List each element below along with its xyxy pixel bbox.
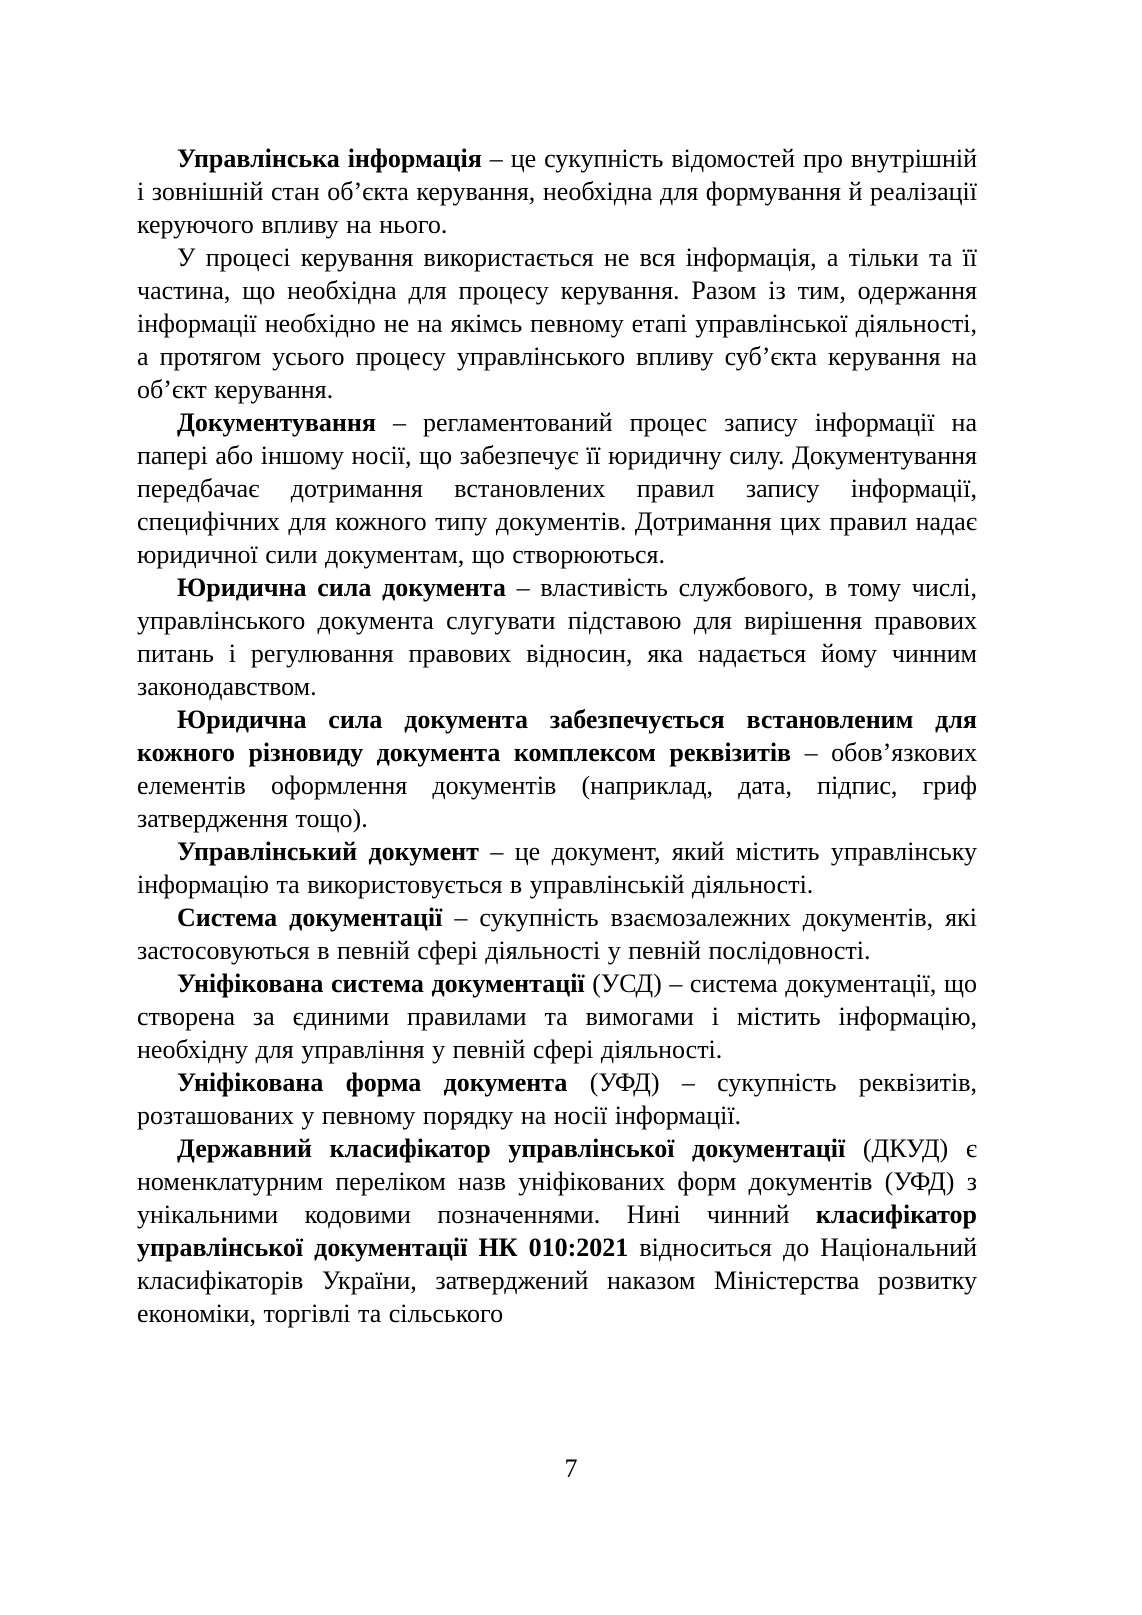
term-bold: Управлінський документ [177, 837, 479, 866]
paragraph-upravlinska-informatsiia [137, 142, 977, 241]
body-text: – сукупність взаємозалежних документів, які застосовуються в певній сфері діяльності у певній послідовності. [137, 903, 977, 965]
term-bold: Система документації [177, 903, 443, 932]
body-text: У процесі керування використається не вся інформація, а тільки та її частина, що необхідна для процесу керування. Разом із тим, одержання інформації необхідно не на якімсь певному етапі управлінської діяльності, а протягом усього процесу управлінського впливу суб’єкта керування на об’єкт керування. [137, 243, 977, 404]
paragraph-yurydychna-syla-zabezpechuietsia [137, 703, 977, 835]
paragraph-upravlinskyi-dokument [137, 835, 977, 901]
term-bold: Юридична сила документа [177, 573, 506, 602]
body-text: (ДКУД) є номенклатурним переліком назв уніфікованих форм документів (УФД) з унікальними кодовими позначеннями. Нині чинний [137, 1134, 977, 1229]
body-text: – обов’язкових елементів оформлення документів (наприклад, дата, підпис, гриф затвердження тощо). [137, 738, 977, 833]
term-bold: Юридична сила документа забезпечується встановленим для кожного різновиду документа комплексом реквізитів [137, 705, 977, 767]
paragraph-derzhavnyi-klasyfikator [137, 1132, 977, 1330]
body-text: – регламентований процес запису інформації на папері або іншому носії, що забезпечує її юридичну силу. Документування передбачає дотримання встановлених правил запису інформації, специфічних для кожного типу документів. Дотримання цих правил надає юридичної сили документам, що створюються. [137, 408, 977, 569]
text-block [137, 142, 977, 1330]
body-text: (УФД) – сукупність реквізитів, розташованих у певному порядку на носії інформації. [137, 1068, 977, 1130]
body-text: – властивість службового, в тому числі, управлінського документа слугувати підставою для вирішення правових питань і регулювання правових відносин, яка надається йому чинним законодавством. [137, 573, 977, 701]
paragraph-dokumentuvannia [137, 406, 977, 571]
term-bold: Документування [177, 408, 376, 437]
paragraph-unifikovana-systema [137, 967, 977, 1066]
body-text: (УСД) – система документації, що створена за єдиними правилами та вимогами і містить інформацію, необхідну для управління у певній сфері діяльності. [137, 969, 977, 1064]
term-bold: класифікатор управлінської документації НК 010:2021 [137, 1200, 977, 1262]
term-bold: Уніфікована форма документа [177, 1068, 568, 1097]
paragraph-systema-dokumentatsii [137, 901, 977, 967]
body-text: – це сукупність відомостей про внутрішній і зовнішній стан об’єкта керування, необхідна для формування й реалізації керуючого впливу на нього. [137, 144, 977, 239]
term-bold: Управлінська інформація [177, 144, 482, 173]
term-bold: Уніфікована система документації [177, 969, 585, 998]
paragraph-yurydychna-syla [137, 571, 977, 703]
paragraph-unifikovana-forma [137, 1066, 977, 1132]
page-number: 7 [564, 1454, 578, 1483]
body-text: – це документ, який містить управлінську інформацію та використовується в управлінській діяльності. [137, 837, 977, 899]
term-bold: Державний класифікатор управлінської документації [177, 1134, 846, 1163]
paragraph-protses-keruvannia [137, 241, 977, 406]
body-text: відноситься до Національний класифікаторів України, затверджений наказом Міністерства розвитку економіки, торгівлі та сільського [137, 1233, 978, 1328]
